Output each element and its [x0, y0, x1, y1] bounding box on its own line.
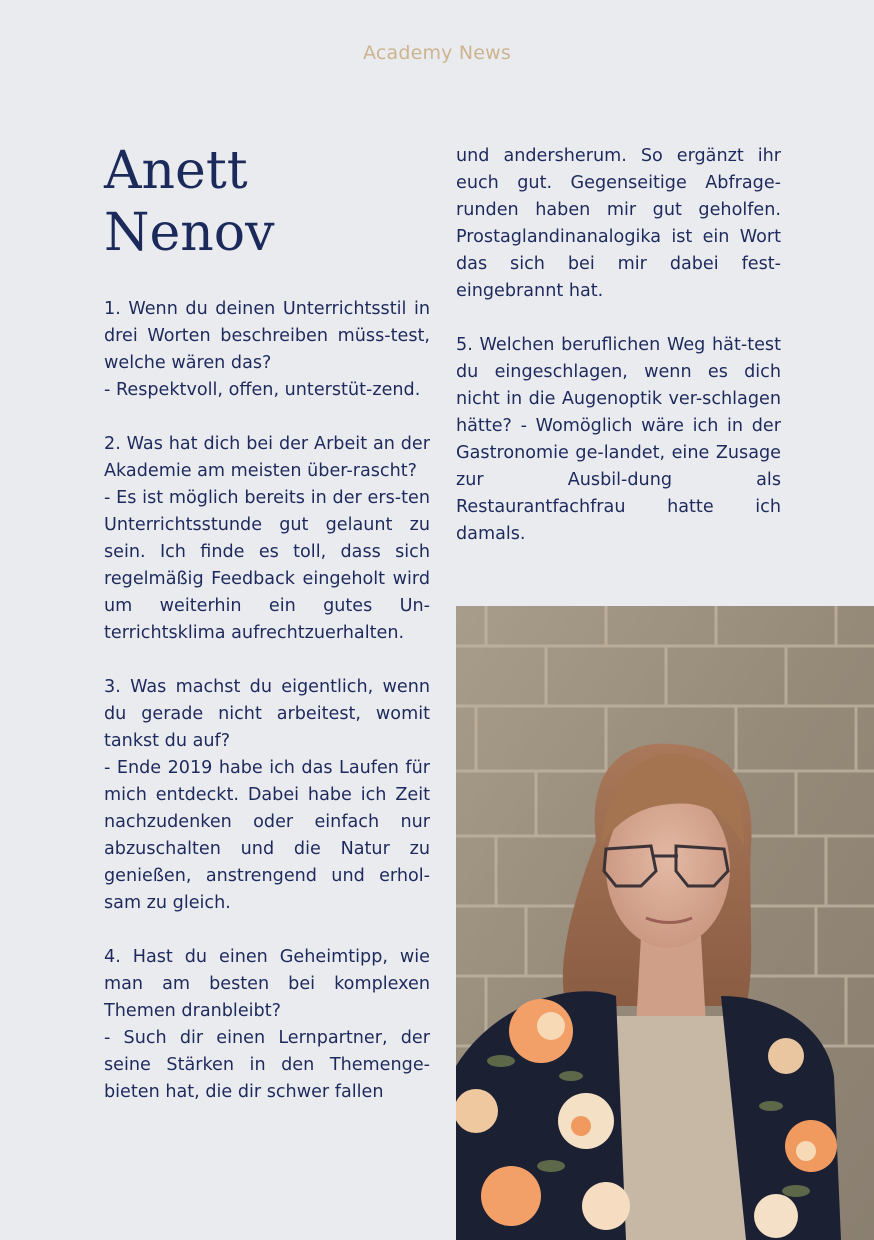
answer-3: - Ende 2019 habe ich das Laufen für mich entdeckt. Dabei habe ich Zeit nachzudenken oder einfach nur abzuschalten und die Natur zu genießen, anstrengend und erhol-sam zu gleich.: [104, 758, 430, 913]
last-name: Nenov: [104, 203, 275, 263]
answer-4: - Such dir einen Lernpartner, der seine Stärken in den Themenge-bieten hat, die dir schwer fallen: [104, 1028, 430, 1102]
question-3: 3. Was machst du eigentlich, wenn du gerade nicht arbeitest, womit tankst du auf?: [104, 677, 430, 751]
first-name: Anett: [104, 141, 248, 201]
answer-4-continuation: und andersherum. So ergänzt ihr euch gut. Gegenseitige Abfrage-runden haben mir gut geholfen. Prostaglandinanalogika ist ein Wort das sich bei mir dabei fest-eingebrannt hat.: [456, 146, 781, 301]
qa-item-1: [104, 296, 430, 404]
qa-item-3: [104, 674, 430, 917]
qa-item-2: [104, 431, 430, 647]
question-4: 4. Hast du einen Geheimtipp, wie man am besten bei komplexen Themen dranbleibt?: [104, 947, 430, 1021]
person-name: [104, 140, 424, 264]
answer-2: - Es ist möglich bereits in der ers-ten Unterrichtsstunde gut gelaunt zu sein. Ich finde es toll, dass sich regelmäßig Feedback eingeholt wird um weiterhin ein gutes Un-terrichtsklima aufrechtzuerhalten.: [104, 488, 430, 643]
question-2: 2. Was hat dich bei der Arbeit an der Akademie am meisten über-rascht?: [104, 434, 430, 481]
answer-1: - Respektvoll, offen, unterstüt-zend.: [104, 380, 421, 400]
qa-item-5: 5. Welchen beruflichen Weg hät-test du eingeschlagen, wenn es dich nicht in die Augenoptik ver-schlagen hätte? - Womöglich wäre ich in der Gastronomie ge-landet, eine Zusage zur Ausbil-dung als Restaurantfachfrau hatte ich damals.: [456, 335, 781, 544]
left-column: [104, 296, 430, 1133]
page-header: Academy News: [362, 42, 512, 64]
portrait-photo: [456, 606, 874, 1240]
qa-item-4: [104, 944, 430, 1106]
question-1: 1. Wenn du deinen Unterrichtsstil in drei Worten beschreiben müss-test, welche wären das?: [104, 299, 430, 373]
right-column: [456, 143, 781, 575]
